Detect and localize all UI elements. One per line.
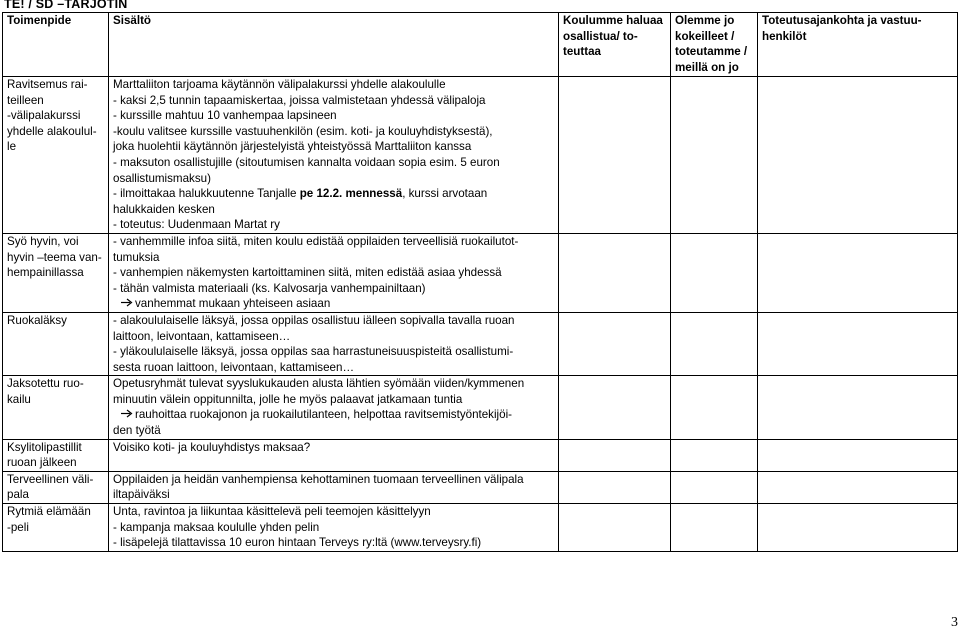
content-line [113, 186, 554, 202]
already-done-cell[interactable] [671, 312, 758, 375]
header-text: kokeilleet / [675, 29, 735, 43]
content-line: joka huolehtii käytännön järjestelyistä yhteistyössä Marttaliiton kanssa [113, 140, 472, 154]
content-line [113, 407, 554, 423]
already-done-cell[interactable] [671, 376, 758, 439]
measure-text: Ravitsemus rai- [7, 78, 88, 91]
measure-cell [3, 233, 109, 312]
header-text: toteutamme / [675, 45, 748, 59]
content-line: Unta, ravintoa ja liikuntaa käsittelevä peli teemojen käsittelyyn [113, 505, 431, 519]
measure-text: -peli [7, 520, 29, 534]
header-text: Toteutusajankohta ja vastuu- [762, 14, 922, 27]
content-cell [109, 439, 559, 471]
content-line: - alakoululaiselle läksyä, jossa oppilas osallistuu iälleen sopivalla tavalla ruoan [113, 313, 515, 327]
measure-text: kailu [7, 392, 31, 406]
table-row [3, 312, 958, 375]
schedule-cell[interactable] [758, 233, 958, 312]
content-line: Opetusryhmät tulevat syyslukukauden alusta lähtien syömään viiden/kymmenen [113, 377, 525, 391]
measure-text: hempainillassa [7, 266, 84, 280]
content-cell [109, 312, 559, 375]
already-done-cell[interactable] [671, 504, 758, 552]
table-row [3, 471, 958, 503]
participate-cell[interactable] [559, 504, 671, 552]
measure-text: Rytmiä elämään [7, 505, 91, 519]
header-text: osallistua/ to- [563, 29, 638, 43]
content-line: Marttaliiton tarjoama käytännön välipalakurssi yhdelle alakoululle [113, 78, 446, 91]
content-line: - yläkoululaiselle läksyä, jossa oppilas saa harrastuneisuuspisteitä osallistumi- [113, 345, 514, 359]
content-cell [109, 376, 559, 439]
measure-text: Ruokaläksy [7, 313, 67, 327]
content-line: sesta ruoan laittoon, leivontaan, kattamiseen… [113, 360, 355, 374]
schedule-cell[interactable] [758, 471, 958, 503]
measure-text: Jaksotettu ruo- [7, 377, 84, 391]
schedule-cell[interactable] [758, 77, 958, 234]
header-text: meillä on jo [675, 60, 739, 74]
measure-text: pala [7, 488, 29, 502]
content-line: minuutin välein oppitunnilta, jolle he myös palaavat jatkamaan tuntia [113, 392, 463, 406]
content-line: den työtä [113, 424, 161, 438]
table-row [3, 504, 958, 552]
content-text: rauhoittaa ruokajonon ja ruokailutilanteen, helpottaa ravitsemistyöntekijöi- [135, 408, 513, 422]
table-row [3, 376, 958, 439]
participate-cell[interactable] [559, 376, 671, 439]
content-line: osallistumismaksu) [113, 171, 211, 185]
page-number: 3 [951, 615, 958, 631]
measure-text: Syö hyvin, voi [7, 234, 79, 248]
header-text: henkilöt [762, 29, 807, 43]
table-header-row [3, 13, 958, 77]
measure-text: ruoan jälkeen [7, 456, 77, 470]
content-text: - ilmoittakaa halukkuutenne Tanjalle [113, 187, 300, 201]
schedule-cell[interactable] [758, 312, 958, 375]
schedule-cell[interactable] [758, 504, 958, 552]
content-line: - kampanja maksaa koululle yhden pelin [113, 520, 320, 534]
content-line: - vanhemmille infoa siitä, miten koulu edistää oppilaiden terveellisiä ruokailutot- [113, 234, 519, 248]
measure-text: le [7, 140, 17, 154]
content-line: tumuksia [113, 250, 160, 264]
header-content [109, 13, 559, 77]
content-line: iltapäiväksi [113, 488, 170, 502]
table-row [3, 439, 958, 471]
header-already-done [671, 13, 758, 77]
measure-text: hyvin –teema van- [7, 250, 102, 264]
header-text: Olemme jo [675, 14, 735, 27]
already-done-cell[interactable] [671, 439, 758, 471]
content-line: - maksuton osallistujille (sitoutumisen kannalta voidaan sopia esim. 5 euron [113, 155, 500, 169]
page-header: TE! / SD –TARJOTIN [4, 0, 128, 11]
content-cell [109, 233, 559, 312]
content-line: - kaksi 2,5 tunnin tapaamiskertaa, joissa valmistetaan yhdessä välipaloja [113, 93, 486, 107]
participate-cell[interactable] [559, 233, 671, 312]
content-text: , kurssi arvotaan [402, 187, 488, 201]
already-done-cell[interactable] [671, 471, 758, 503]
content-line: - lisäpelejä tilattavissa 10 euron hintaan Terveys ry:ltä (www.terveysry.fi) [113, 536, 482, 550]
measure-cell [3, 77, 109, 234]
measure-cell [3, 471, 109, 503]
measure-cell [3, 376, 109, 439]
already-done-cell[interactable] [671, 77, 758, 234]
header-want-to-participate [559, 13, 671, 77]
participate-cell[interactable] [559, 471, 671, 503]
measure-cell [3, 504, 109, 552]
content-line: - toteutus: Uudenmaan Martat ry [113, 218, 280, 232]
arrow-right-icon [121, 296, 135, 312]
measure-text: yhdelle alakoulul- [7, 124, 97, 138]
header-measure [3, 13, 109, 77]
header-text: Toimenpide [7, 14, 72, 27]
measure-text: teilleen [7, 93, 44, 107]
deadline-text: pe 12.2. mennessä [299, 187, 403, 201]
schedule-cell[interactable] [758, 376, 958, 439]
header-text: Sisältö [113, 14, 152, 27]
content-line: - vanhempien näkemysten kartoittaminen siitä, miten edistää asiaa yhdessä [113, 266, 502, 280]
participate-cell[interactable] [559, 312, 671, 375]
header-text: teuttaa [563, 45, 602, 59]
content-text: vanhemmat mukaan yhteiseen asiaan [135, 297, 331, 311]
content-line: laittoon, leivontaan, kattamiseen… [113, 329, 291, 343]
table-row [3, 77, 958, 234]
content-cell [109, 471, 559, 503]
content-line [113, 296, 554, 312]
measure-text: -välipalakurssi [7, 109, 81, 123]
table-row [3, 233, 958, 312]
participate-cell[interactable] [559, 439, 671, 471]
schedule-cell[interactable] [758, 439, 958, 471]
content-line: -koulu valitsee kurssille vastuuhenkilön (esim. koti- ja kouluyhdistyksestä), [113, 124, 493, 138]
content-line: Voisiko koti- ja kouluyhdistys maksaa? [113, 440, 311, 454]
measure-cell [3, 312, 109, 375]
content-line: - kurssille mahtuu 10 vanhempaa lapsineen [113, 109, 337, 123]
participate-cell[interactable] [559, 77, 671, 234]
header-schedule-responsible [758, 13, 958, 77]
measure-cell [3, 439, 109, 471]
measure-text: Terveellinen väli- [7, 472, 94, 486]
content-cell [109, 504, 559, 552]
measure-text: Ksylitolipastillit [7, 440, 82, 454]
content-cell [109, 77, 559, 234]
activity-table [2, 12, 958, 552]
content-line: - tähän valmista materiaali (ks. Kalvosarja vanhempainiltaan) [113, 281, 426, 295]
already-done-cell[interactable] [671, 233, 758, 312]
content-line: Oppilaiden ja heidän vanhempiensa kehottaminen tuomaan terveellinen välipala [113, 472, 524, 486]
arrow-right-icon [121, 407, 135, 423]
content-line: halukkaiden kesken [113, 202, 215, 216]
header-text: Koulumme haluaa [563, 14, 663, 27]
